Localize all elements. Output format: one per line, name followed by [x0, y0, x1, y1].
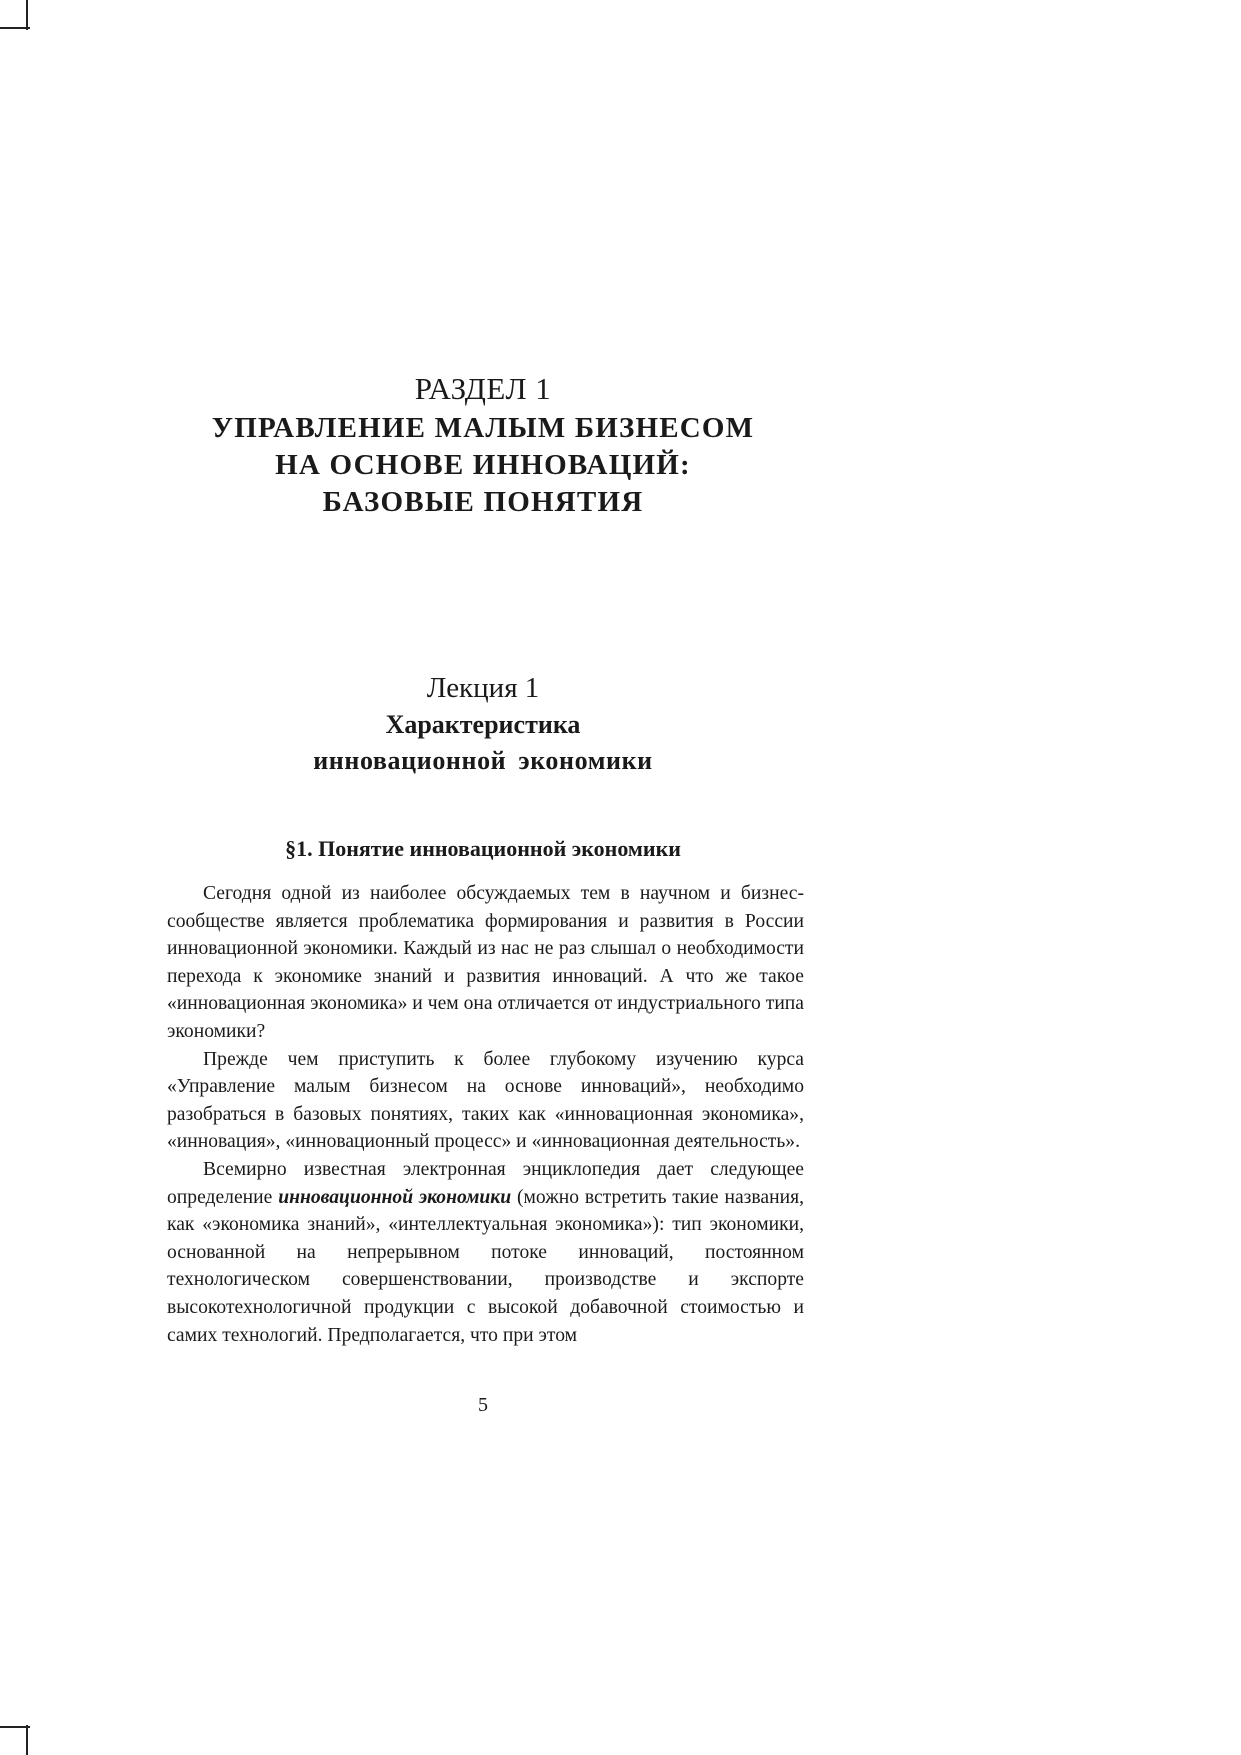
body-paragraph-3-start: Всемирно известная электронная энциклопедия дает следующее определение [167, 1158, 804, 1208]
paragraph-heading: §1. Понятие инновационной экономики [285, 836, 681, 861]
section-title [159, 410, 807, 521]
body-paragraph-3 [167, 1156, 804, 1349]
crop-mark-bottom-left-vertical [26, 1725, 28, 1755]
lecture-title-line: инновационной экономики [313, 746, 653, 775]
section-label: РАЗДЕЛ 1 [414, 371, 552, 406]
body-paragraph-2: Прежде чем приступить к более глубокому изучению курса «Управление малым бизнесом на основе инноваций», необходимо разобраться в базовых понятиях, таких как «инновационная экономика», «инновация», «инновационный процесс» и «инновационная деятельность». [167, 1048, 804, 1153]
lecture-title-line: Характеристика [385, 710, 581, 739]
lecture-label: Лекция 1 [426, 672, 540, 704]
crop-mark-bottom-left-horizontal [0, 1726, 30, 1728]
section-title-line: УПРАВЛЕНИЕ МАЛЫМ БИЗНЕСОМ [211, 412, 755, 444]
section-title-line: НА ОСНОВЕ ИННОВАЦИЙ: [275, 449, 691, 481]
section-title-line: БАЗОВЫЕ ПОНЯТИЯ [322, 486, 644, 518]
body-paragraph-1: Сегодня одной из наиболее обсуждаемых тем в научном и бизнес-сообществе является проблематика формирования и развития в России инновационной экономики. Каждый из нас не раз слышал о необходимости перехода к экономике знаний и развития инноваций. А что же такое «инновационная экономика» и чем она отличается от индустриального типа экономики? [167, 883, 804, 1042]
body-text [167, 880, 804, 1349]
crop-mark-top-left-vertical [26, 0, 28, 30]
body-paragraph-3-end: (можно встретить такие названия, как «экономика знаний», «интеллектуальная экономика»): тип экономики, основанной на непрерывном потоке инноваций, постоянном технологическом совершенствовании, производстве и экспорте высокотехнологичной продукции с высокой добавочной стоимостью и самих технологий. Предполагается, что при этом [167, 1186, 804, 1346]
defined-term: инновационной экономики [278, 1186, 512, 1208]
crop-mark-top-left-horizontal [0, 27, 30, 29]
page-number: 5 [478, 1394, 488, 1416]
lecture-title [159, 707, 807, 779]
